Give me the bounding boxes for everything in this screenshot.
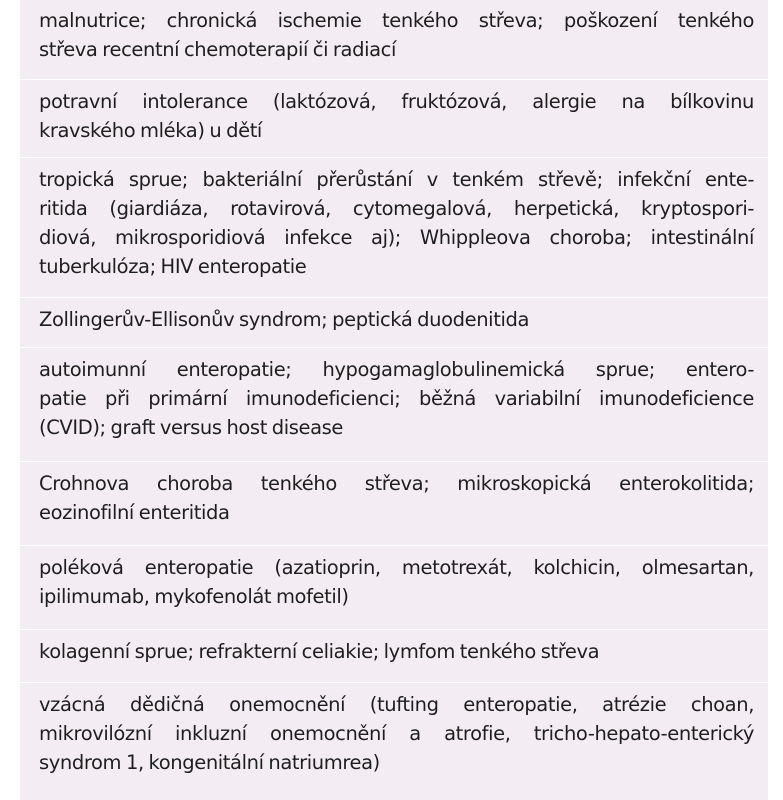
row-text-line: patie při primární imunodeficienci; běžná variabilní imunodeficience	[39, 387, 754, 410]
row-text-line: kravského mléka) u dětí	[39, 119, 262, 142]
row-text-line: poléková enteropatie (azatioprin, metotrexát, kolchicin, olmesartan,	[39, 556, 754, 579]
table-row	[20, 299, 768, 348]
row-text-line: tropická sprue; bakteriální přerůstání v tenkém střevě; infekční ente-	[39, 168, 754, 191]
table-row	[20, 81, 768, 158]
table-row	[20, 0, 768, 80]
row-text-line: vzácná dědičná onemocnění (tufting enteropatie, atrézie choan,	[39, 693, 754, 716]
causes-table	[20, 0, 768, 800]
table-row	[20, 463, 768, 546]
row-text-line: (CVID); graft versus host disease	[39, 416, 343, 439]
table-row	[20, 159, 768, 298]
row-text-line: Zollingerův-Ellisonův syndrom; peptická duodenitida	[39, 308, 529, 331]
row-text-line: syndrom 1, kongenitální natriumrea)	[39, 751, 380, 774]
row-text-line: Crohnova choroba tenkého střeva; mikroskopická enterokolitida;	[39, 472, 754, 495]
row-text-line: kolagenní sprue; refrakterní celiakie; lymfom tenkého střeva	[39, 640, 600, 663]
row-text-line: ipilimumab, mykofenolát mofetil)	[39, 585, 349, 608]
row-text-line: malnutrice; chronická ischemie tenkého střeva; poškození tenkého	[39, 9, 754, 32]
row-text-line: střeva recentní chemoterapií či radiací	[39, 38, 396, 61]
row-text-line: ritida (giardiáza, rotavirová, cytomegalová, herpetická, kryptospori-	[39, 197, 754, 220]
row-text-line: potravní intolerance (laktózová, fruktózová, alergie na bílkovinu	[39, 90, 754, 113]
table-row	[20, 631, 768, 683]
table-row	[20, 684, 768, 800]
table-row	[20, 547, 768, 630]
row-text-line: diová, mikrosporidiová infekce aj); Whippleova choroba; intestinální	[39, 226, 754, 249]
row-text-line: autoimunní enteropatie; hypogamaglobulinemická sprue; entero-	[39, 358, 754, 381]
row-text-line: tuberkulóza; HIV enteropatie	[39, 255, 307, 278]
row-text-line: eozinofilní enteritida	[39, 501, 230, 524]
table-row	[20, 349, 768, 462]
row-text-line: mikrovilózní inkluzní onemocnění a atrofie, tricho-hepato-enterický	[39, 722, 754, 745]
